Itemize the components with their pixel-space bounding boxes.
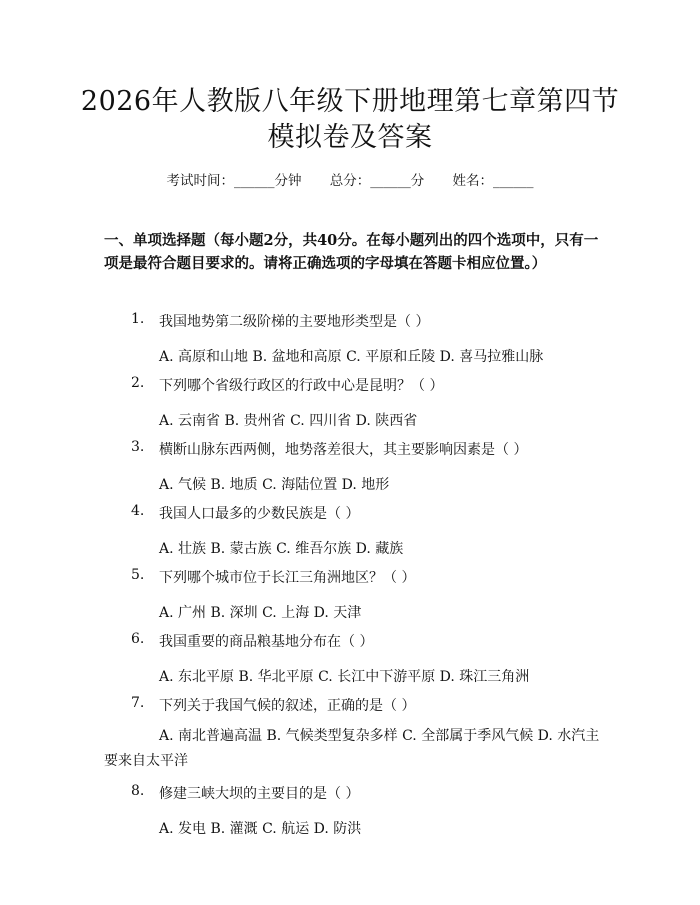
question-text: 横断山脉东西两侧，地势落差很大，其主要影响因素是（ ） bbox=[159, 442, 528, 458]
question-number: 3. bbox=[131, 439, 145, 455]
question-number: 6. bbox=[131, 631, 145, 647]
name-field: 姓名：______ bbox=[452, 173, 534, 189]
page-title: 2026年人教版八年级下册地理第七章第四节 bbox=[80, 86, 620, 117]
question-options: A. 壮族 B. 蒙古族 C. 维吾尔族 D. 藏族 bbox=[159, 541, 404, 557]
question-number: 7. bbox=[131, 695, 145, 711]
question-options: A. 气候 B. 地质 C. 海陆位置 D. 地形 bbox=[159, 477, 390, 493]
question-number: 5. bbox=[131, 567, 145, 583]
question-options: A. 广州 B. 深圳 C. 上海 D. 天津 bbox=[159, 605, 362, 621]
question-number: 8. bbox=[131, 783, 145, 799]
question-text: 下列关于我国气候的叙述，正确的是（ ） bbox=[159, 698, 416, 714]
question-text: 下列哪个省级行政区的行政中心是昆明？（ ） bbox=[159, 378, 444, 394]
section-heading: 一、单项选择题（每小题2分，共40分。在每小题列出的四个选项中，只有一项是最符合题目要求的。请将正确选项的字母填在答题卡相应位置。） bbox=[104, 232, 599, 272]
question-text: 我国人口最多的少数民族是（ ） bbox=[159, 506, 360, 522]
question-options: A. 南北普遍高温 B. 气候类型复杂多样 C. 全部属于季风气候 D. 水汽主要来自太平洋 bbox=[104, 728, 600, 769]
question-options: A. 发电 B. 灌溉 C. 航运 D. 防洪 bbox=[159, 821, 362, 837]
question-text: 我国地势第二级阶梯的主要地形类型是（ ） bbox=[159, 314, 430, 330]
question-options: A. 云南省 B. 贵州省 C. 四川省 D. 陕西省 bbox=[159, 413, 418, 429]
question-options: A. 高原和山地 B. 盆地和高原 C. 平原和丘陵 D. 喜马拉雅山脉 bbox=[159, 349, 544, 365]
question-options: A. 东北平原 B. 华北平原 C. 长江中下游平原 D. 珠江三角洲 bbox=[159, 669, 530, 685]
total-score-field: 总分：______分 bbox=[329, 173, 425, 189]
question-text: 下列哪个城市位于长江三角洲地区？（ ） bbox=[159, 570, 416, 586]
question-number: 1. bbox=[131, 311, 145, 327]
exam-info-line bbox=[0, 169, 700, 189]
page-subtitle: 模拟卷及答案 bbox=[267, 122, 433, 153]
exam-time-field: 考试时间：______分钟 bbox=[166, 173, 302, 189]
question-number: 4. bbox=[131, 503, 145, 519]
question-text: 修建三峡大坝的主要目的是（ ） bbox=[159, 786, 360, 802]
question-text: 我国重要的商品粮基地分布在（ ） bbox=[159, 634, 374, 650]
question-number: 2. bbox=[131, 375, 145, 391]
